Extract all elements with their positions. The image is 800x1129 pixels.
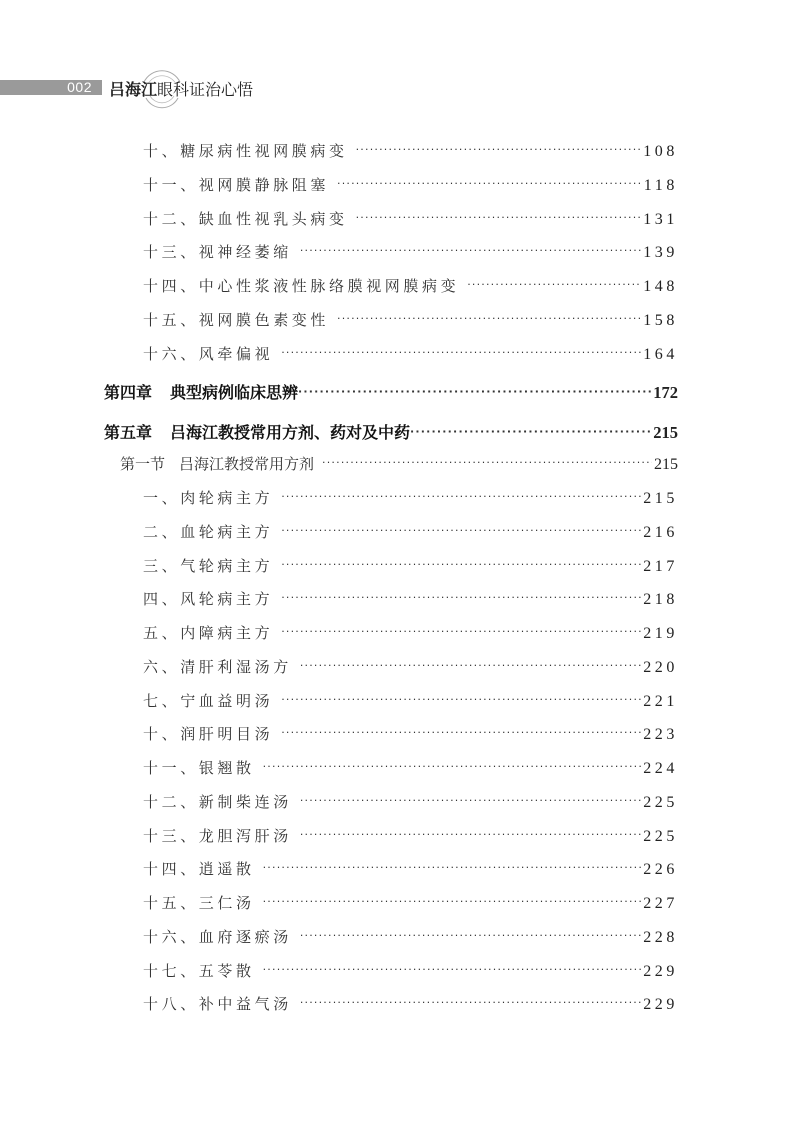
toc-entry-title bbox=[143, 521, 273, 542]
dot-leader bbox=[263, 963, 642, 976]
toc-entry-label: 吕海江教授常用方剂、药对及中药 bbox=[170, 423, 411, 442]
toc-entry-item[interactable] bbox=[143, 208, 678, 229]
toc-entry-label: 六、清肝利湿汤方 bbox=[143, 658, 292, 676]
dot-leader bbox=[281, 625, 641, 638]
toc-entry-item[interactable] bbox=[143, 892, 678, 913]
book-title-subject: 眼科证治心悟 bbox=[157, 80, 254, 99]
toc-entry-item[interactable] bbox=[143, 588, 678, 609]
toc-entry-item[interactable] bbox=[143, 926, 678, 947]
toc-page-number: 227 bbox=[643, 895, 678, 912]
dot-leader bbox=[337, 312, 641, 325]
toc-page-number: 229 bbox=[643, 963, 678, 980]
toc-page-number: 224 bbox=[643, 760, 678, 777]
toc-entry-section[interactable] bbox=[120, 453, 678, 474]
toc-page-number: 225 bbox=[643, 794, 678, 811]
toc-entry-chapter[interactable] bbox=[104, 380, 678, 403]
dot-leader bbox=[356, 143, 642, 156]
toc-entry-title bbox=[143, 241, 292, 262]
toc-page-number: 108 bbox=[643, 143, 678, 160]
toc-page-number: 172 bbox=[653, 383, 678, 402]
dot-leader bbox=[298, 385, 651, 398]
toc-entry-item[interactable] bbox=[143, 309, 678, 330]
toc-entry-label: 十八、补中益气汤 bbox=[143, 995, 292, 1013]
toc-entry-item[interactable] bbox=[143, 555, 678, 576]
toc-entry-item[interactable] bbox=[143, 656, 678, 677]
toc-entry-title bbox=[143, 993, 292, 1014]
toc-entry-title bbox=[143, 960, 255, 981]
page-number-bar bbox=[0, 80, 102, 95]
toc-page-number: 215 bbox=[654, 456, 678, 473]
dot-leader bbox=[300, 244, 641, 257]
toc-entry-item[interactable] bbox=[143, 791, 678, 812]
toc-page-number: 215 bbox=[643, 490, 678, 507]
toc-entry-label: 十一、视网膜静脉阻塞 bbox=[143, 176, 330, 194]
toc-entry-title bbox=[143, 309, 329, 330]
toc-entry-item[interactable] bbox=[143, 140, 678, 161]
toc-page-number: 226 bbox=[643, 861, 678, 878]
running-header bbox=[0, 78, 800, 98]
dot-leader bbox=[281, 726, 641, 739]
toc-entry-item[interactable] bbox=[143, 241, 678, 262]
toc-entry-item[interactable] bbox=[143, 757, 678, 778]
dot-leader bbox=[263, 895, 642, 908]
dot-leader bbox=[281, 490, 641, 503]
toc-entry-item[interactable] bbox=[143, 487, 678, 508]
toc-page-number: 229 bbox=[643, 996, 678, 1013]
toc-page-number: 118 bbox=[643, 177, 678, 194]
toc-entry-title bbox=[143, 487, 273, 508]
book-title bbox=[109, 77, 253, 100]
toc-entry-label: 四、风轮病主方 bbox=[143, 590, 274, 608]
toc-entry-title bbox=[143, 858, 255, 879]
toc-page-number: 158 bbox=[643, 312, 678, 329]
dot-leader bbox=[300, 996, 641, 1009]
section-number: 第一节 bbox=[120, 455, 166, 473]
toc-entry-label: 二、血轮病主方 bbox=[143, 523, 274, 541]
dot-leader bbox=[356, 211, 642, 224]
page-number: 002 bbox=[67, 79, 92, 95]
dot-leader bbox=[300, 828, 641, 841]
chapter-number: 第五章 bbox=[104, 423, 153, 442]
toc-page-number: 218 bbox=[643, 591, 678, 608]
dot-leader bbox=[467, 278, 641, 291]
toc-entry-label: 十七、五苓散 bbox=[143, 962, 255, 980]
toc-page-number: 148 bbox=[643, 278, 678, 295]
toc-entry-title bbox=[143, 723, 273, 744]
toc-entry-item[interactable] bbox=[143, 690, 678, 711]
dot-leader bbox=[263, 760, 642, 773]
toc-entry-label: 七、宁血益明汤 bbox=[143, 692, 274, 710]
dot-leader bbox=[281, 591, 641, 604]
toc-page-number: 215 bbox=[653, 423, 678, 442]
toc-page-number: 221 bbox=[643, 693, 678, 710]
toc-entry-title bbox=[104, 420, 410, 443]
toc-entry-label: 五、内障病主方 bbox=[143, 624, 274, 642]
dot-leader bbox=[410, 425, 651, 438]
dot-leader bbox=[263, 861, 642, 874]
toc-entry-title bbox=[143, 825, 292, 846]
toc-entry-title bbox=[143, 555, 273, 576]
toc-entry-title bbox=[143, 588, 273, 609]
toc-entry-title bbox=[143, 656, 292, 677]
toc-entry-item[interactable] bbox=[143, 825, 678, 846]
toc-entry-item[interactable] bbox=[143, 993, 678, 1014]
dot-leader bbox=[281, 558, 641, 571]
toc-entry-title bbox=[143, 208, 348, 229]
toc-entry-title bbox=[104, 380, 298, 403]
toc-entry-title bbox=[143, 275, 459, 296]
chapter-number: 第四章 bbox=[104, 383, 153, 402]
dot-leader bbox=[300, 659, 641, 672]
toc-entry-item[interactable] bbox=[143, 622, 678, 643]
toc-entry-chapter[interactable] bbox=[104, 420, 678, 443]
toc-entry-label: 吕海江教授常用方剂 bbox=[179, 455, 315, 473]
toc-entry-label: 十四、逍遥散 bbox=[143, 860, 255, 878]
toc-entry-label: 十五、三仁汤 bbox=[143, 894, 255, 912]
toc-entry-item[interactable] bbox=[143, 723, 678, 744]
toc-entry-label: 十六、风牵偏视 bbox=[143, 345, 274, 363]
toc-entry-title bbox=[143, 791, 292, 812]
toc-entry-label: 十三、龙胆泻肝汤 bbox=[143, 827, 292, 845]
dot-leader bbox=[337, 177, 642, 190]
toc-entry-title bbox=[143, 757, 255, 778]
toc-entry-item[interactable] bbox=[143, 960, 678, 981]
toc-entry-label: 十六、血府逐瘀汤 bbox=[143, 928, 292, 946]
toc-page-number: 220 bbox=[643, 659, 678, 676]
toc-entry-item[interactable] bbox=[143, 521, 678, 542]
dot-leader bbox=[281, 524, 641, 537]
toc-page-number: 216 bbox=[643, 524, 678, 541]
toc-page-number: 219 bbox=[643, 625, 678, 642]
toc-entry-label: 十二、缺血性视乳头病变 bbox=[143, 210, 348, 228]
toc-entry-item[interactable] bbox=[143, 174, 678, 195]
dot-leader bbox=[300, 929, 641, 942]
toc-page-number: 139 bbox=[643, 244, 678, 261]
toc-page-number: 223 bbox=[643, 726, 678, 743]
toc-entry-label: 十、润肝明目汤 bbox=[143, 725, 274, 743]
toc-entry-label: 典型病例临床思辨 bbox=[170, 383, 299, 402]
toc-entry-title bbox=[143, 926, 292, 947]
toc-entry-title bbox=[143, 140, 348, 161]
dot-leader bbox=[281, 346, 641, 359]
toc-entry-title bbox=[143, 892, 255, 913]
toc-entry-label: 三、气轮病主方 bbox=[143, 557, 274, 575]
toc-entry-label: 十四、中心性浆液性脉络膜视网膜病变 bbox=[143, 277, 460, 295]
toc-entry-item[interactable] bbox=[143, 343, 678, 364]
toc-entry-title bbox=[143, 690, 273, 711]
dot-leader bbox=[300, 794, 641, 807]
toc-page-number: 217 bbox=[643, 558, 678, 575]
toc-entry-title bbox=[143, 343, 273, 364]
toc-entry-label: 十三、视神经萎缩 bbox=[143, 243, 292, 261]
toc-entry-label: 十、糖尿病性视网膜病变 bbox=[143, 142, 348, 160]
toc-entry-label: 十二、新制柴连汤 bbox=[143, 793, 292, 811]
dot-leader bbox=[281, 693, 641, 706]
toc-entry-item[interactable] bbox=[143, 275, 678, 296]
toc-entry-title bbox=[143, 622, 273, 643]
toc-entry-label: 一、肉轮病主方 bbox=[143, 489, 274, 507]
toc-page-number: 164 bbox=[643, 346, 678, 363]
toc-entry-item[interactable] bbox=[143, 858, 678, 879]
toc-entry-title bbox=[120, 453, 314, 474]
toc-page-number: 225 bbox=[643, 828, 678, 845]
toc-entry-title bbox=[143, 174, 329, 195]
toc-entry-label: 十一、银翘散 bbox=[143, 759, 255, 777]
book-title-author: 吕海江 bbox=[109, 80, 158, 99]
toc-page-number: 131 bbox=[643, 211, 678, 228]
dot-leader bbox=[322, 456, 652, 469]
toc-entry-label: 十五、视网膜色素变性 bbox=[143, 311, 330, 329]
toc-page-number: 228 bbox=[643, 929, 678, 946]
